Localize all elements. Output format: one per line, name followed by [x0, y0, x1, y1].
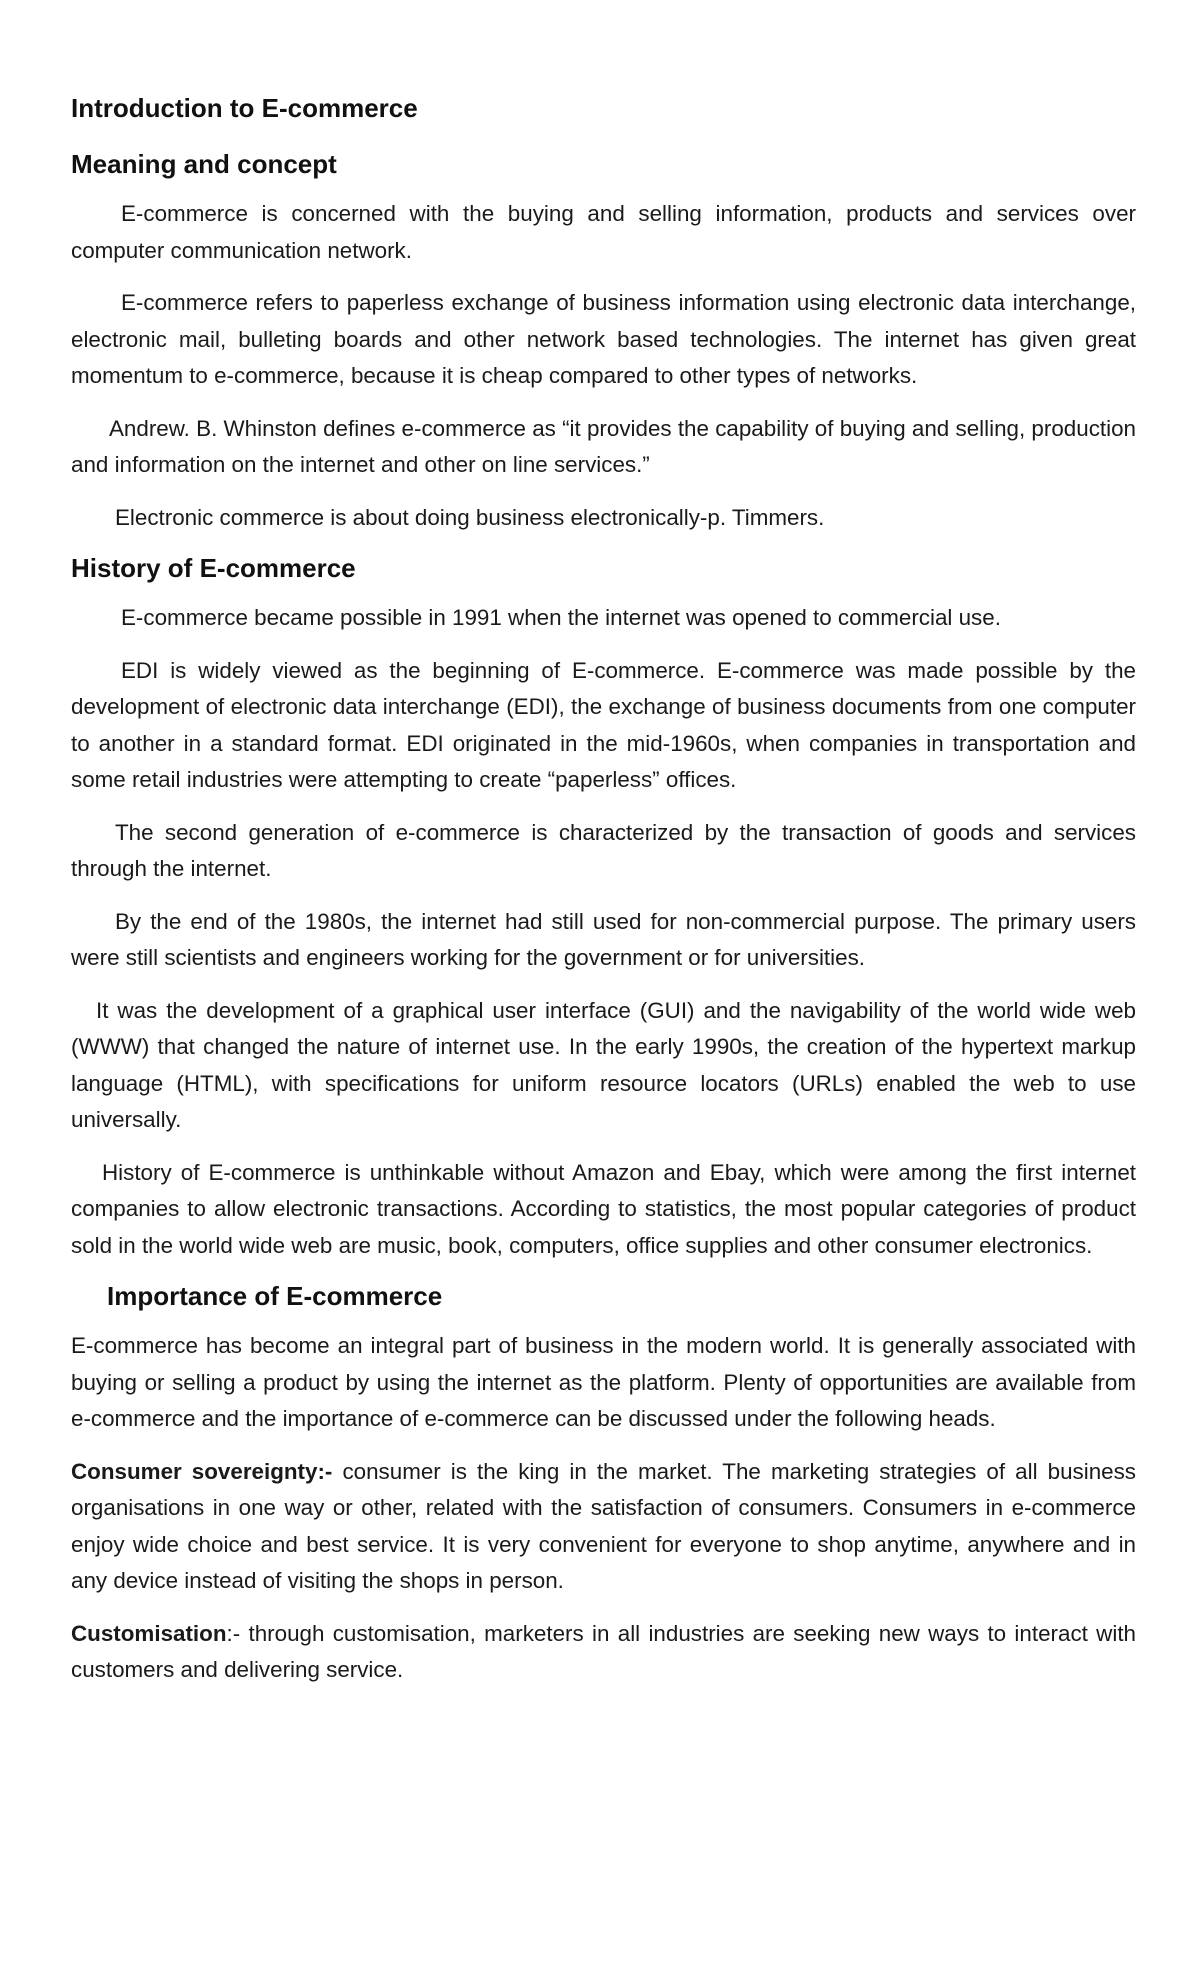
paragraph: The second generation of e-commerce is characterized by the transaction of goods and services through the internet. [71, 819, 1136, 881]
document-title: Introduction to E-commerce [71, 93, 418, 123]
paragraph: EDI is widely viewed as the beginning of E-commerce. E-commerce was made possible by the development of electronic data interchange (EDI), the exchange of business documents from one computer to another in a standard format. EDI originated in the mid-1960s, when companies in transportation and some retail industries were attempting to create “paperless” offices. [71, 657, 1136, 792]
importance-point-customisation [71, 1616, 1136, 1689]
point-label: Consumer sovereignty:- [71, 1458, 333, 1484]
point-text: :- through customisation, marketers in all industries are seeking new ways to interact with customers and delivering service. [71, 1620, 1136, 1682]
paragraph: Electronic commerce is about doing business electronically-p. Timmers. [115, 504, 825, 530]
paragraph: History of E-commerce is unthinkable without Amazon and Ebay, which were among the first internet companies to allow electronic transactions. According to statistics, the most popular categories of product sold in the world wide web are music, book, computers, office supplies and other consumer electronics. [71, 1159, 1136, 1258]
paragraph: E-commerce refers to paperless exchange of business information using electronic data interchange, electronic mail, bulleting boards and other network based technologies. The internet has given great momentum to e-commerce, because it is cheap compared to other types of networks. [71, 290, 1136, 388]
paragraph: By the end of the 1980s, the internet had still used for non-commercial purpose. The primary users were still scientists and engineers working for the government or for universities. [71, 908, 1136, 970]
section-heading-importance: Importance of E-commerce [107, 1281, 443, 1311]
section-heading-meaning: Meaning and concept [71, 149, 337, 179]
importance-point-consumer-sovereignty [71, 1454, 1136, 1600]
paragraph: E-commerce is concerned with the buying and selling information, products and services over computer communication network. [71, 201, 1136, 263]
document-page [71, 92, 1136, 1705]
paragraph: Andrew. B. Whinston defines e-commerce as “it provides the capability of buying and selling, production and information on the internet and other on line services.” [71, 415, 1136, 477]
section-heading-history: History of E-commerce [71, 553, 356, 583]
paragraph: It was the development of a graphical user interface (GUI) and the navigability of the world wide web (WWW) that changed the nature of internet use. In the early 1990s, the creation of the hypertext markup language (HTML), with specifications for uniform resource locators (URLs) enabled the web to use universally. [71, 997, 1136, 1132]
paragraph: E-commerce has become an integral part of business in the modern world. It is generally associated with buying or selling a product by using the internet as the platform. Plenty of opportunities are available from e-commerce and the importance of e-commerce can be discussed under the following heads. [71, 1333, 1136, 1431]
paragraph: E-commerce became possible in 1991 when the internet was opened to commercial use. [121, 605, 1001, 630]
point-text: consumer is the king in the market. The marketing strategies of all business organisations in one way or other, related with the satisfaction of consumers. Consumers in e-commerce enjoy wide choice and best service. It is very convenient for everyone to shop anytime, anywhere and in any device instead of visiting the shops in person. [71, 1458, 1136, 1593]
point-label: Customisation [71, 1620, 227, 1646]
